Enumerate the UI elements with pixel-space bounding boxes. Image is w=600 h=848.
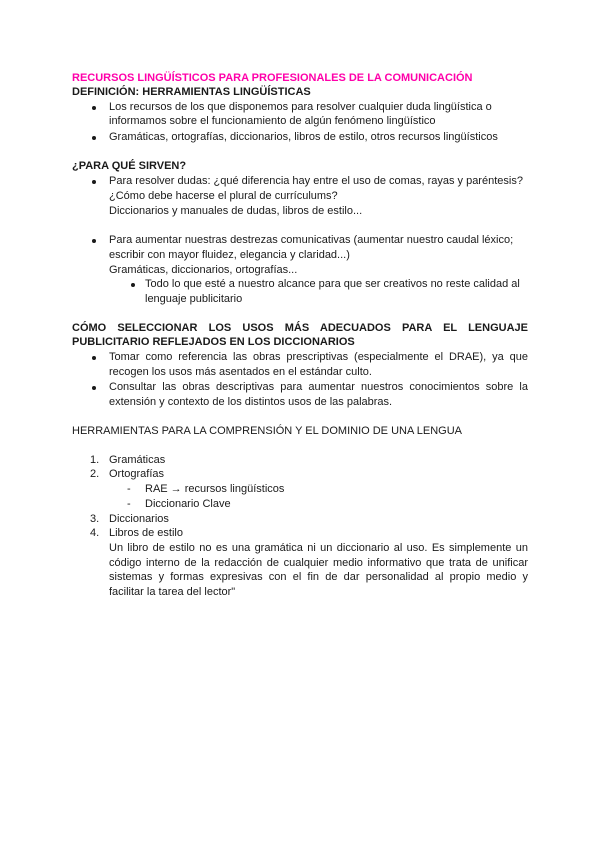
bullet-icon [92,356,96,360]
herramientas-heading: HERRAMIENTAS PARA LA COMPRENSIÓN Y EL DOMINIO DE UNA LENGUA [72,425,462,437]
quote-line-1: Un libro de estilo no es una gramática ni un diccionario al uso. Es simplemente un [109,542,528,554]
list-number: 3. [90,513,100,525]
bullet-icon [92,239,96,243]
para-que-bullet-2-line-1: Para aumentar nuestras destrezas comunicativas (aumentar nuestro caudal léxico; [109,234,514,246]
bullet-icon [131,283,135,287]
como-heading-line-2: PUBLICITARIO REFLEJADOS EN LOS DICCIONARIOS [72,336,355,348]
para-que-bullet-1-line-3: Diccionarios y manuales de dudas, libros de estilo... [109,205,363,217]
list-number: 1. [90,454,100,466]
para-que-sub-bullet-line-1: Todo lo que esté a nuestro alcance para que ser creativos no reste calidad al [145,278,520,290]
bullet-icon [92,106,96,110]
como-bullet-1-line-1: Tomar como referencia las obras prescriptivas (especialmente el DRAE), ya que [109,351,528,363]
list-number: 2. [90,468,100,480]
list-item-ortografias: Ortografías [109,468,165,480]
bullet-icon [92,136,96,140]
quote-line-2: código interno de la redacción de cualquier medio informativo que trata de unificar [109,557,528,569]
para-que-bullet-2-line-3: Gramáticas, diccionarios, ortografías... [109,264,298,276]
list-item-libros-de-estilo: Libros de estilo [109,527,183,539]
para-que-bullet-1-line-1: Para resolver dudas: ¿qué diferencia hay entre el uso de comas, rayas y paréntesis? [109,175,523,187]
bullet-icon [92,386,96,390]
como-bullet-1-line-2: recogen los usos más asentados en el estándar culto. [109,366,372,378]
para-que-sub-bullet-line-2: lenguaje publicitario [145,293,243,305]
para-que-bullet-1-line-2: ¿Cómo debe hacerse el plural de currículums? [109,190,338,202]
definicion-bullet-2: Gramáticas, ortografías, diccionarios, libros de estilo, otros recursos lingüísticos [109,131,498,143]
para-que-bullet-2-line-2: escribir con mayor fluidez, elegancia y claridad...) [109,249,350,261]
sub-item-diccionario-clave: Diccionario Clave [145,498,231,510]
quote-line-3: sistemas y formas expresivas con el fin de dar personalidad al propio medio y [109,571,528,583]
list-item-diccionarios: Diccionarios [109,513,169,525]
para-que-heading: ¿PARA QUÉ SIRVEN? [72,160,187,172]
sub-list-dash: - [127,483,131,495]
como-heading-line-1: CÓMO SELECCIONAR LOS USOS MÁS ADECUADOS PARA EL LENGUAJE [72,322,528,334]
definicion-heading: DEFINICIÓN: HERRAMIENTAS LINGÜÍSTICAS [72,86,311,98]
document-title: RECURSOS LINGÜÍSTICOS PARA PROFESIONALES DE LA COMUNICACIÓN [72,72,473,84]
definicion-bullet-1-line-2: informamos sobre el funcionamiento de algún fenómeno lingüístico [109,115,436,127]
bullet-icon [92,180,96,184]
quote-line-4: facilitar la tarea del lector" [109,586,236,598]
sub-item-rae: RAE → recursos lingüísticos [145,483,285,495]
list-item-gramaticas: Gramáticas [109,454,166,466]
como-bullet-2-line-1: Consultar las obras descriptivas para aumentar nuestros conocimientos sobre la [109,381,528,393]
como-bullet-2-line-2: extensión y contexto de los distintos usos de las palabras. [109,396,393,408]
list-number: 4. [90,527,100,539]
sub-list-dash: - [127,498,131,510]
definicion-bullet-1-line-1: Los recursos de los que disponemos para resolver cualquier duda lingüística o [109,101,492,113]
